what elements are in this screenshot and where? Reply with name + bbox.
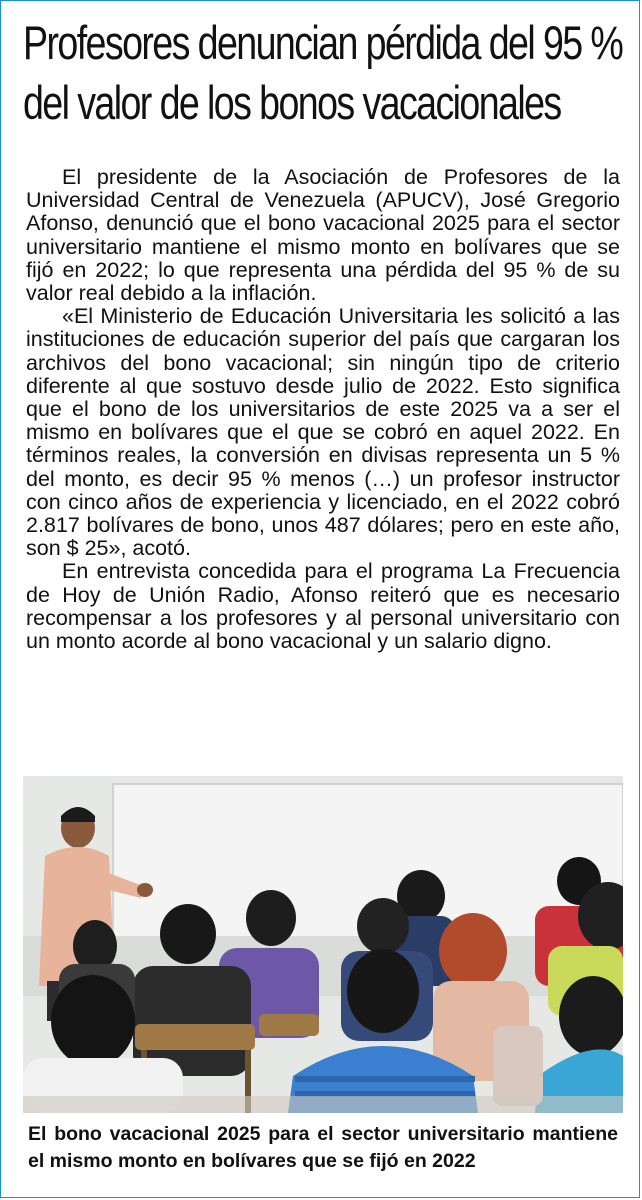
classroom-illustration xyxy=(23,776,623,1113)
paragraph-1: El presidente de la Asociación de Profesores de la Universidad Central de Venezuela (APUCV), José Gregorio Afonso, denunció que el bono vacacional 2025 para el sector universitario mantiene el mismo monto en bolívares que se fijó en 2022; lo que representa una pérdida del 95 % de su valor real debido a la inflación. xyxy=(26,165,620,306)
article-body xyxy=(26,166,620,653)
headline-line-2: del valor de los bonos vacacionales xyxy=(23,76,561,129)
classroom-photo xyxy=(23,776,623,1113)
photo-caption: El bono vacacional 2025 para el sector universitario mantiene el mismo monto en bolívares que se fijó en 2022 xyxy=(28,1123,618,1172)
article-headline xyxy=(23,13,623,133)
paragraph-3: En entrevista concedida para el programa La Frecuencia de Hoy de Unión Radio, Afonso reiteró que es necesario recompensar a los profesores y al personal universitario con un monto acorde al bono vacacional y un salario digno. xyxy=(26,559,620,654)
paragraph-2: «El Ministerio de Educación Universitaria les solicitó a las instituciones de educación superior del país que cargaran los archivos del bono vacacional; sin ningún tipo de criterio diferente al que sostuvo desde julio de 2022. Esto significa que el bono de los universitarios de este 2025 va a ser el mismo en bolívares que el que se cobró en aquel 2022. En términos reales, la conversión en divisas representa un 5 % del monto, es decir 95 % menos (…) un profesor instructor con cinco años de experiencia y licenciado, en el 2022 cobró 2.817 bolívares de bono, unos 487 dólares; pero en este año, son $ 25», acotó. xyxy=(26,304,620,561)
headline-line-1: Profesores denuncian pérdida del 95 % xyxy=(23,16,623,69)
